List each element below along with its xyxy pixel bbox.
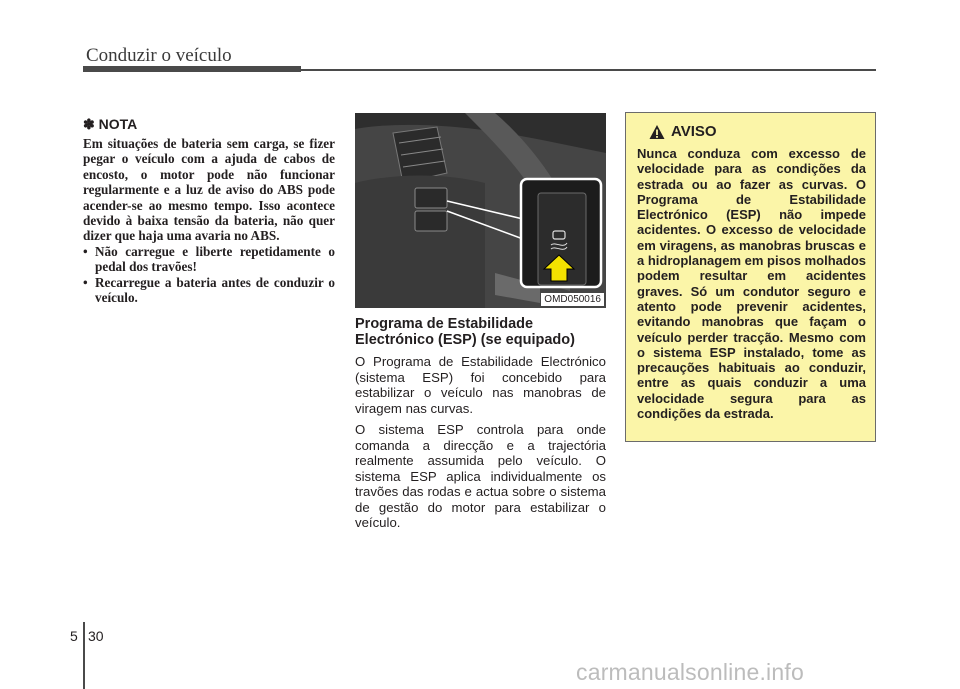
warning-title: AVISO [671,123,717,140]
nota-bullet-list [83,244,335,306]
footer-separator [83,622,85,689]
chapter-number: 5 [70,628,78,644]
section-paragraph: O Programa de Estabilidade Electrónico (sistema ESP) foi concebido para estabilizar o veículo nas manobras de viragem nas curvas. [355,354,606,416]
header-rule-thin [301,69,876,71]
nota-symbol-icon: ✽ [83,116,95,132]
warning-triangle-icon [649,124,665,140]
header-rule-thick [83,66,301,72]
warning-box [625,112,876,442]
nota-bullet-item: • Não carregue e liberte repetidamente o pedal dos travões! [83,244,335,275]
dashboard-illustration [355,113,606,308]
esp-switch-photo [355,113,606,308]
warning-body: Nunca conduza com excesso de velocidade para as condições da estrada ou ao fazer as curvas. O Programa de Estabilidade Electrónico (ESP) não impede acidentes. O excesso de velocidade em viragens, as manobras bruscas e a hidroplanagem em pisos molhados podem resultar em acidentes graves. Só um condutor seguro e atento pode prevenir acidentes, evitando manobras que façam o veículo perder tracção. Mesmo com o sistema ESP instalado, tome as precauções habituais ao conduzir, entre as quais conduzir a uma velocidade segura para as condições da estrada. [637,146,866,422]
section-title-line1: Programa de Estabilidade [355,316,534,332]
nota-section [83,116,335,305]
section-title-line2: Electrónico (ESP) (se equipado) [355,332,575,348]
figure-code: OMD050016 [541,293,604,306]
page-number: 30 [88,628,104,644]
warning-heading [637,123,866,140]
page-header-title: Conduzir o veículo [86,45,232,66]
nota-title: NOTA [98,116,138,132]
watermark: carmanualsonline.info [576,659,804,685]
nota-bullet-item: • Recarregue a bateria antes de conduzir o veículo. [83,275,335,306]
nota-body: Em situações de bateria sem carga, se fizer pegar o veículo com a ajuda de cabos de encosto, o motor pode não funcionar regularmente e a luz de aviso do ABS pode acender-se ao mesmo tempo. Isso acontece devido à baixa tensão da bateria, não quer dizer que haja uma avaria no ABS. [83,136,335,244]
section-paragraph: O sistema ESP controla para onde comanda a direcção e a trajectória realmente assumida pelo veículo. O sistema ESP aplica individualmente os travões das rodas e actua sobre o sistema de gestão do motor para estabilizar o veículo. [355,422,606,530]
esp-section [355,316,606,537]
section-title [355,316,606,348]
nota-heading [83,116,335,133]
